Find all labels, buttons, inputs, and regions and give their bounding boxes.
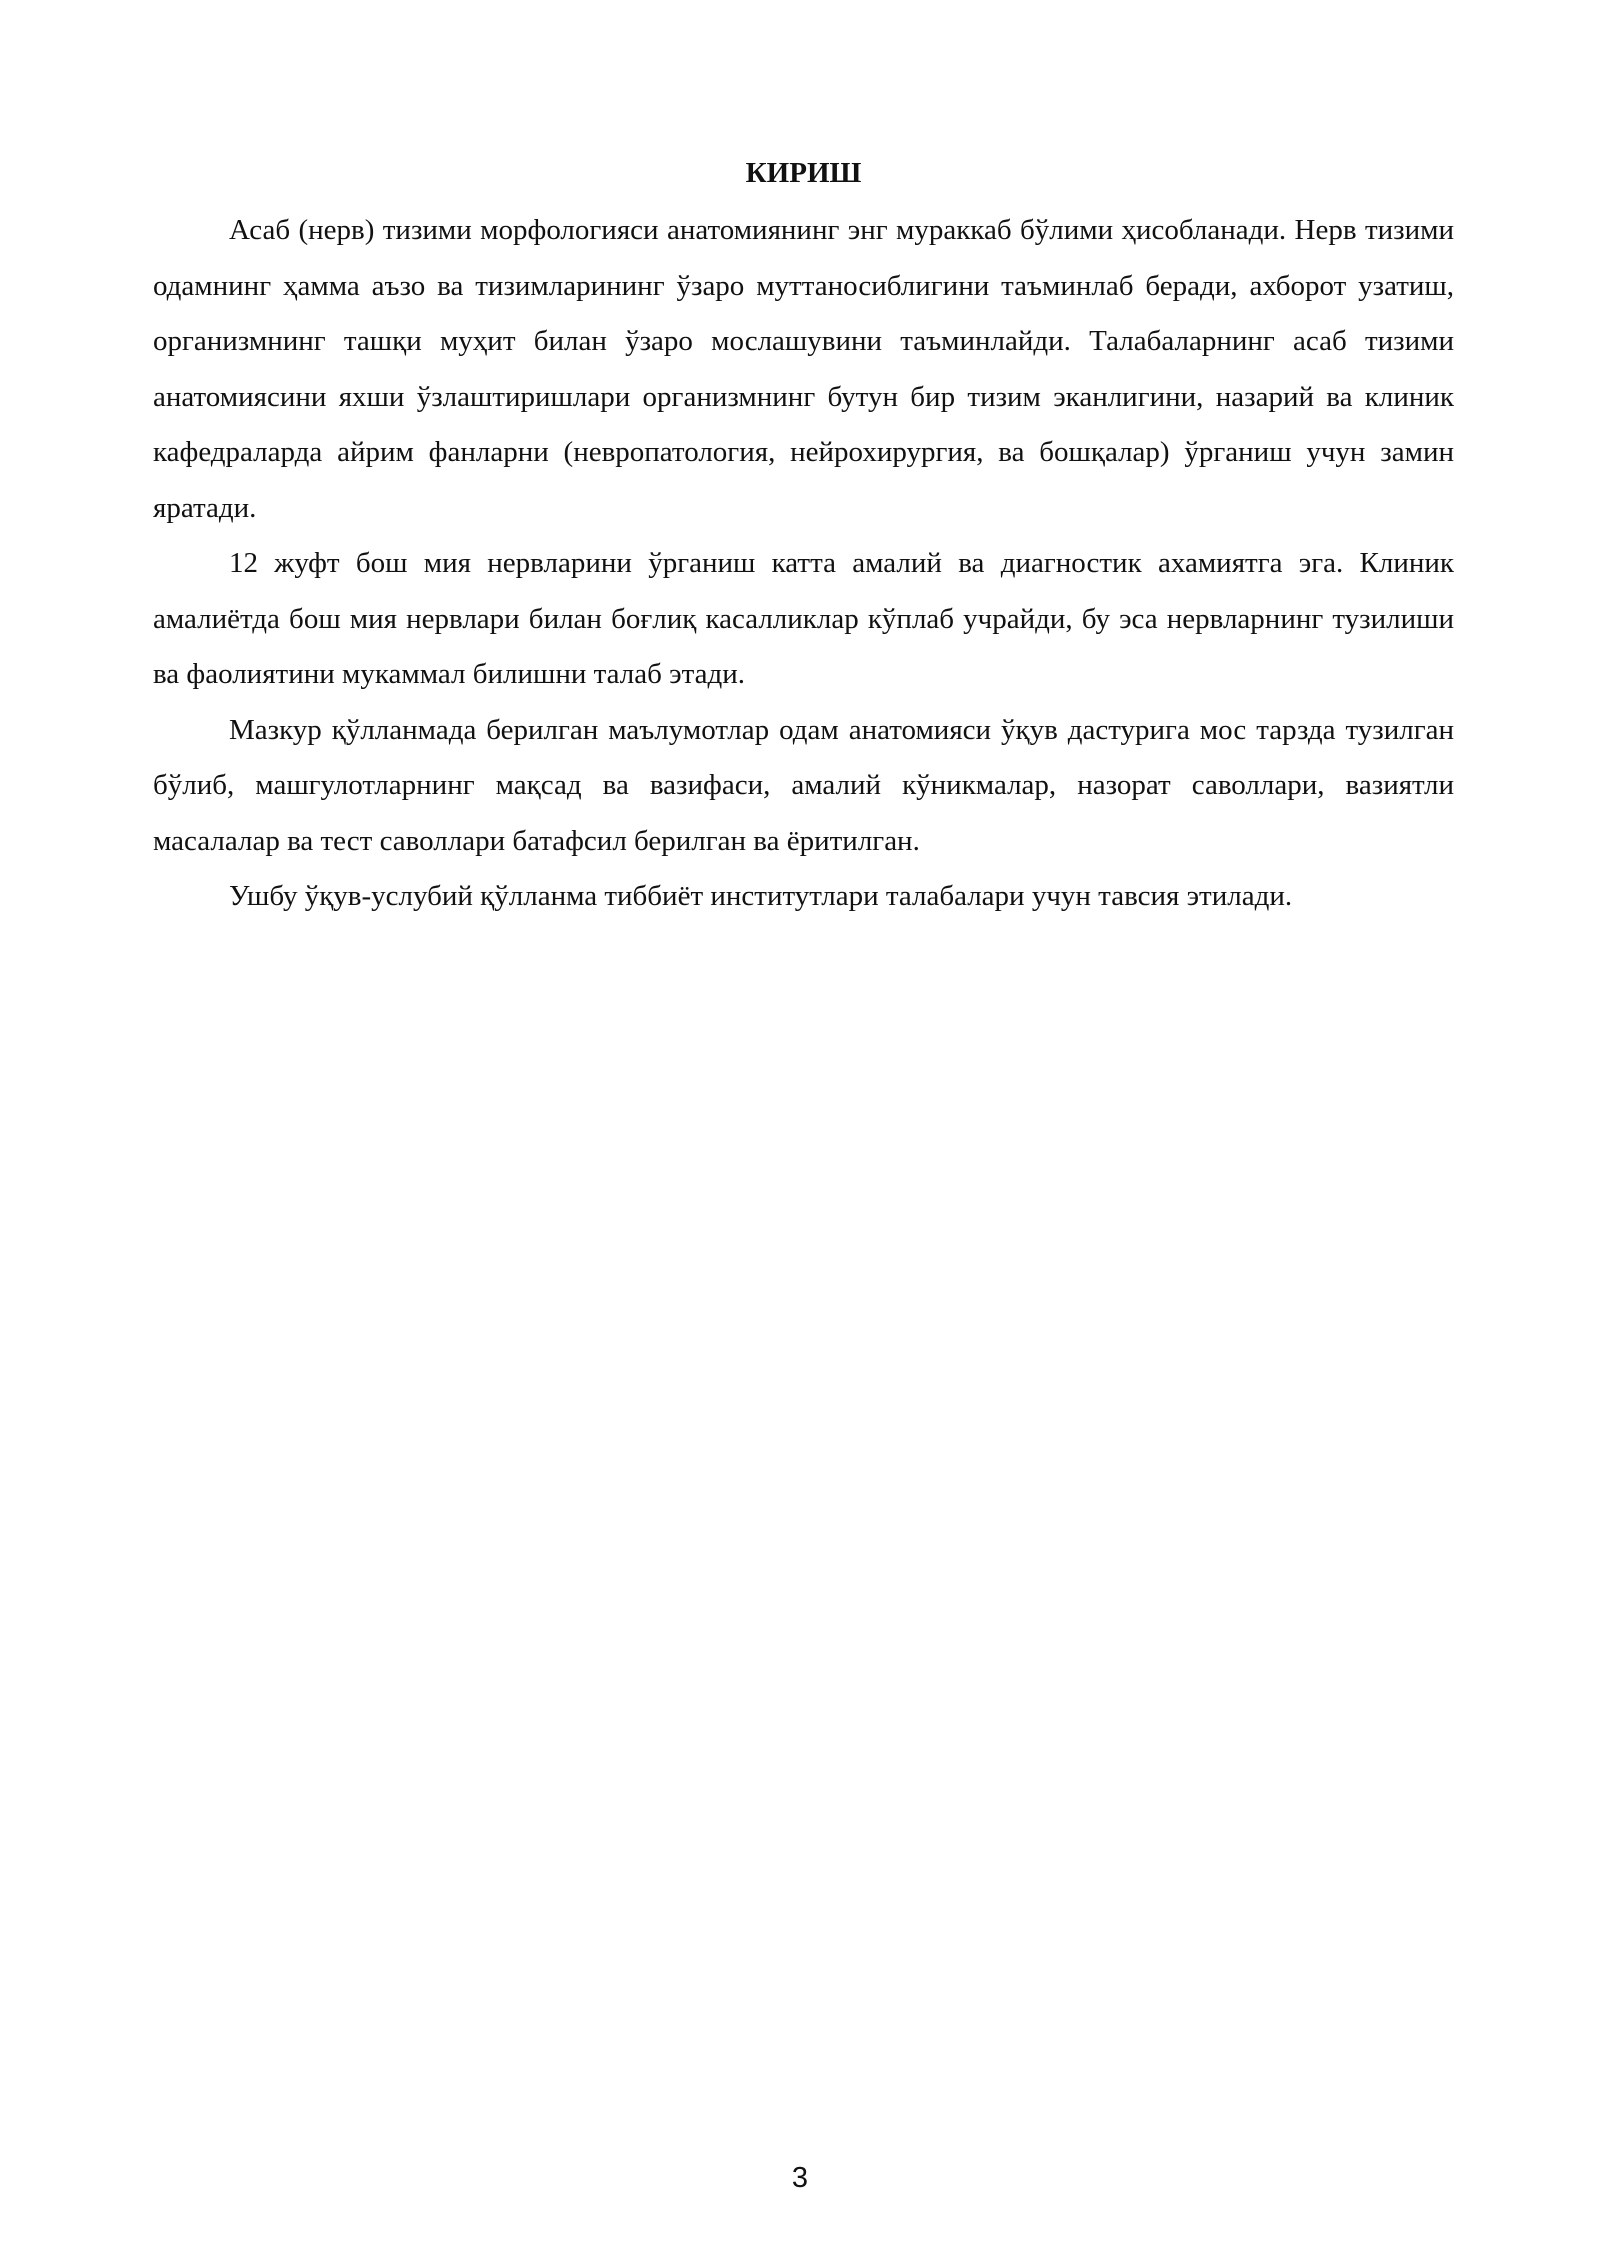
paragraph-intro: Асаб (нерв) тизими морфологияси анатомиянинг энг мураккаб бўлими ҳисобланади. Нерв тизими одамнинг ҳамма аъзо ва тизимларининг ўзаро муттаносиблигини таъминлаб беради, ахборот узатиш, организмнинг ташқи муҳит билан ўзаро мослашувини таъминлайди. Талабаларнинг асаб тизими анатомиясини яхши ўзлаштиришлари организмнинг бутун бир тизим эканлигини, назарий ва клиник кафедраларда айрим фанларни (невропатология, нейрохирургия, ва бошқалар) ўрганиш учун замин яратади. — [153, 214, 1454, 524]
page-content — [153, 148, 1454, 925]
paragraph-cranial-nerves: 12 жуфт бош мия нервларини ўрганиш катта амалий ва диагностик ахамиятга эга. Клиник амалиётда бош мия нервлари билан боғлиқ касалликлар кўплаб учрайди, бу эса нервларнинг тузилиши ва фаолиятини мукаммал билишни талаб этади. — [153, 547, 1454, 690]
paragraph-manual-content: Мазкур қўлланмада берилган маълумотлар одам анатомияси ўқув дастурига мос тарзда тузилган бўлиб, машгулотларнинг мақсад ва вазифаси, амалий кўникмалар, назорат саволлари, вазиятли масалалар ва тест саволлари батафсил берилган ва ёритилган. — [153, 713, 1454, 857]
paragraph-recommendation: Ушбу ўқув-услубий қўлланма тиббиёт институтлари талабалари учун тавсия этилади. — [229, 880, 1293, 912]
page-number: 3 — [791, 2162, 809, 2194]
section-title: КИРИШ — [745, 157, 862, 189]
